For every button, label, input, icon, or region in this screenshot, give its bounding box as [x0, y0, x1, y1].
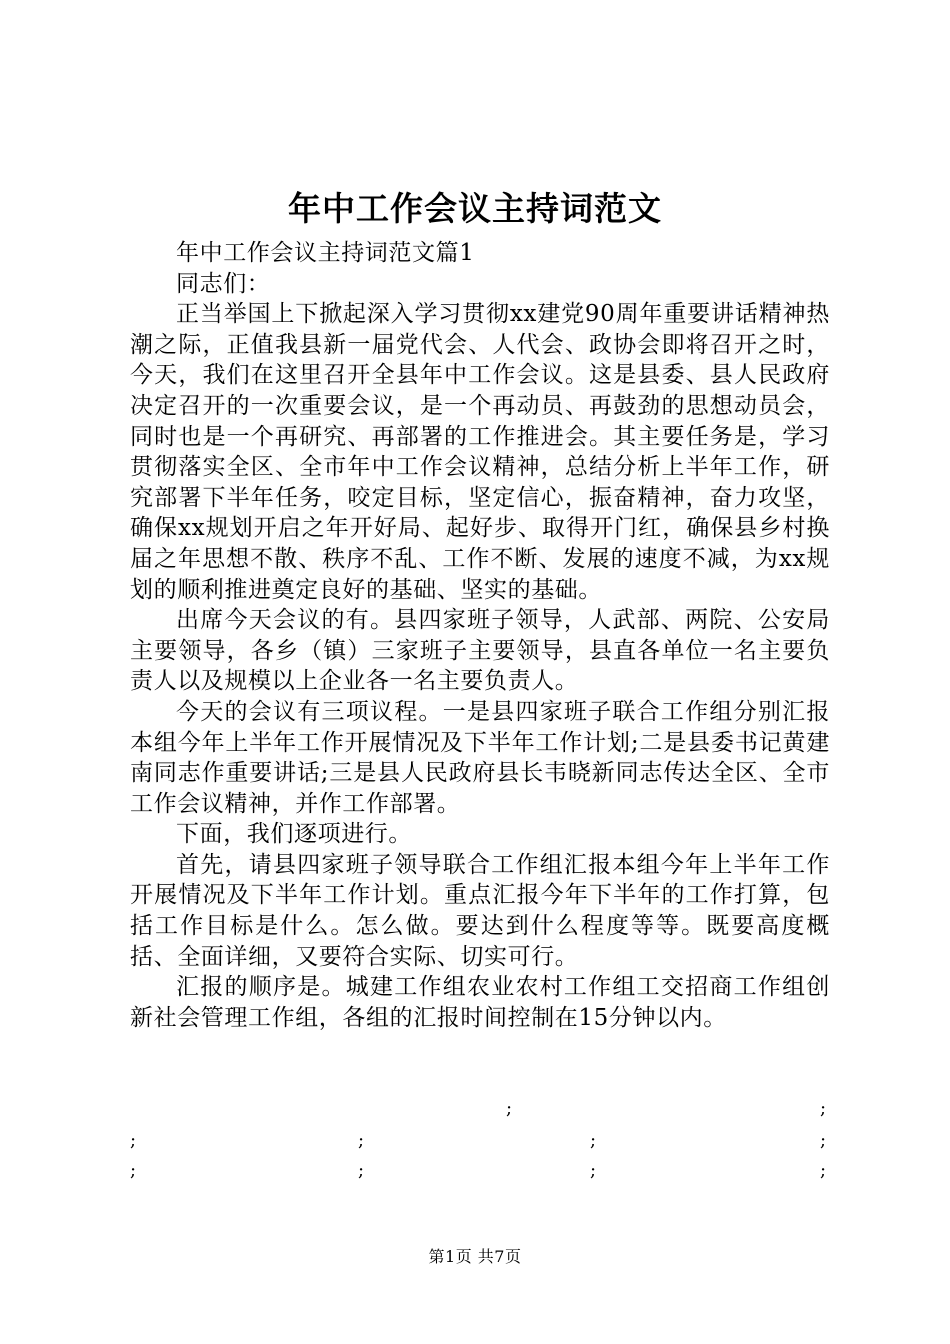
document-body — [130, 238, 830, 1033]
body-paragraph: 正当举国上下掀起深入学习贯彻xx建党90周年重要讲话精神热潮之际，正值我县新一届党代会、人代会、政协会即将召开之时，今天，我们在这里召开全县年中工作会议。这是县委、县人民政府决定召开的一次重要会议，是一个再动员、再鼓劲的思想动员会，同时也是一个再研究、再部署的工作推进会。其主要任务是，学习贯彻落实全区、全市年中工作会议精神，总结分析上半年工作，研究部署下半年任务，咬定目标，坚定信心，振奋精神，奋力攻坚，确保xx规划开启之年开好局、起好步、取得开门红，确保县乡村换届之年思想不散、秩序不乱、工作不断、发展的速度不减，为xx规划的顺利推进奠定良好的基础、坚实的基础。 — [130, 301, 830, 603]
separator-mark: ; — [358, 1130, 365, 1151]
separator-mark: ; — [590, 1130, 597, 1151]
body-paragraph: 下面，我们逐项进行。 — [176, 821, 412, 848]
body-paragraph: 同志们： — [176, 270, 271, 297]
body-paragraph: 出席今天会议的有。县四家班子领导，人武部、两院、公安局主要领导，各乡（镇）三家班子主要领导，县直各单位一名主要负责人以及规模以上企业各一名主要负责人。 — [130, 607, 830, 695]
separator-row — [130, 1160, 830, 1190]
separator-mark: ; — [820, 1098, 827, 1119]
body-paragraph: 今天的会议有三项议程。一是县四家班子联合工作组分别汇报本组今年上半年工作开展情况及下半年工作计划;二是县委书记黄建南同志作重要讲话;三是县人民政府县长韦晓新同志传达全区、全市工作会议精神，并作工作部署。 — [130, 698, 830, 817]
separator-mark: ; — [130, 1160, 137, 1181]
separator-row — [130, 1098, 830, 1128]
body-paragraph: 年中工作会议主持词范文篇1 — [176, 240, 475, 266]
body-paragraph: 首先，请县四家班子领导联合工作组汇报本组今年上半年工作开展情况及下半年工作计划。重点汇报今年下半年的工作打算，包括工作目标是什么。怎么做。要达到什么程度等等。既要高度概括、全面详细，又要符合实际、切实可行。 — [130, 851, 830, 970]
separator-row — [130, 1130, 830, 1160]
separator-mark: ; — [358, 1160, 365, 1181]
document-title: 年中工作会议主持词范文 — [288, 189, 662, 228]
separator-mark: ; — [130, 1130, 137, 1151]
page-number-footer: 第1页 共7页 — [428, 1247, 522, 1266]
separator-mark: ; — [820, 1130, 827, 1151]
separator-mark: ; — [820, 1160, 827, 1181]
separator-mark: ; — [590, 1160, 597, 1181]
separator-mark: ; — [506, 1098, 513, 1119]
body-paragraph: 汇报的顺序是。城建工作组农业农村工作组工交招商工作组创新社会管理工作组，各组的汇报时间控制在15分钟以内。 — [130, 974, 830, 1031]
